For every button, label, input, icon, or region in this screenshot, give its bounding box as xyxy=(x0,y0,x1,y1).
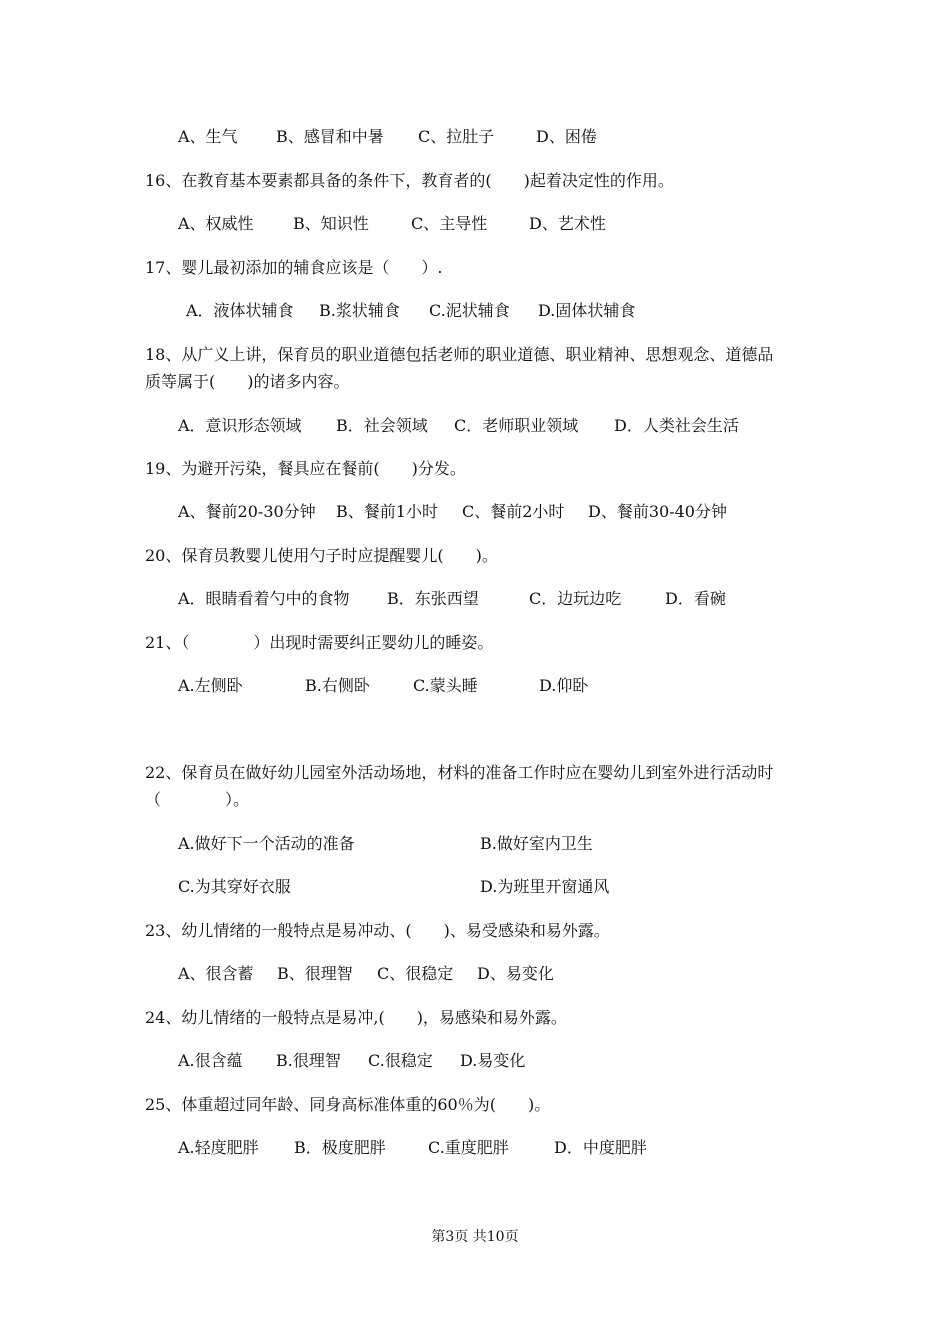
q24-option-a: A.很含蕴 xyxy=(178,1051,243,1070)
q18-option-b: B．社会领域 xyxy=(336,416,428,435)
q22-option-d: D.为班里开窗通风 xyxy=(480,877,610,896)
page-number: 第3页 共10页 xyxy=(431,1229,519,1245)
q19-option-c: C、餐前2小时 xyxy=(462,502,565,521)
q25-option-d: D．中度肥胖 xyxy=(554,1138,647,1157)
q23-option-c: C、很稳定 xyxy=(377,964,454,983)
q20-option-d: D．看碗 xyxy=(665,589,726,608)
q22-option-a: A.做好下一个活动的准备 xyxy=(178,834,355,853)
q23-option-b: B、很理智 xyxy=(277,964,353,983)
q20-option-a: A．眼睛看着勺中的食物 xyxy=(178,589,350,608)
q16-option-d: D、艺术性 xyxy=(529,214,606,233)
q22-option-c: C.为其穿好衣服 xyxy=(178,877,291,896)
q18-options xyxy=(178,416,739,436)
q24-question: 24、幼儿情绪的一般特点是易冲,( )，易感染和易外露。 xyxy=(145,1008,567,1027)
q25-option-c: C.重度肥胖 xyxy=(428,1138,509,1157)
q17-option-b: B.浆状辅食 xyxy=(319,301,400,320)
q19-options xyxy=(178,502,727,522)
q17-options xyxy=(186,301,635,321)
q20-option-b: B．东张西望 xyxy=(387,589,479,608)
q22-option-b: B.做好室内卫生 xyxy=(480,834,593,853)
q19-option-b: B、餐前1小时 xyxy=(336,502,438,521)
q25-option-b: B．极度肥胖 xyxy=(294,1138,386,1157)
q17-option-a: A．液体状辅食 xyxy=(186,301,294,320)
q25-question: 25、体重超过同年龄、同身高标准体重的60％为( )。 xyxy=(145,1095,551,1114)
q24-option-d: D.易变化 xyxy=(460,1051,526,1070)
q24-option-b: B.很理智 xyxy=(276,1051,341,1070)
q21-options xyxy=(178,676,588,696)
q21-option-c: C.蒙头睡 xyxy=(413,676,478,695)
q25-option-a: A.轻度肥胖 xyxy=(178,1138,259,1157)
q25-options xyxy=(178,1138,647,1158)
q16-option-a: A、权威性 xyxy=(178,214,254,233)
q19-option-a: A、餐前20-30分钟 xyxy=(178,502,316,521)
q15-option-c: C、拉肚子 xyxy=(418,127,495,146)
q17-option-c: C.泥状辅食 xyxy=(429,301,510,320)
q21-option-a: A.左侧卧 xyxy=(178,676,243,695)
q20-options xyxy=(178,589,726,609)
q23-question: 23、幼儿情绪的一般特点是易冲动、( )、易受感染和易外露。 xyxy=(145,921,610,940)
q17-option-d: D.固体状辅食 xyxy=(538,301,636,320)
q15-option-d: D、困倦 xyxy=(536,127,597,146)
q15-option-a: A、生气 xyxy=(178,127,238,146)
q16-option-c: C、主导性 xyxy=(411,214,488,233)
q18-question-line1: 18、从广义上讲，保育员的职业道德包括老师的职业道德、职业精神、思想观念、道德品 xyxy=(145,345,774,364)
q22-question-line2: （ ）。 xyxy=(145,790,250,809)
q20-option-c: C．边玩边吃 xyxy=(529,589,622,608)
q18-option-c: C．老师职业领域 xyxy=(454,416,579,435)
q23-option-a: A、很含蓄 xyxy=(178,964,254,983)
q18-option-a: A．意识形态领域 xyxy=(178,416,302,435)
q24-option-c: C.很稳定 xyxy=(368,1051,433,1070)
q16-options xyxy=(178,214,606,234)
q18-question-line2: 质等属于( )的诸多内容。 xyxy=(145,372,350,391)
q15-option-b: B、感冒和中暑 xyxy=(276,127,384,146)
q24-options xyxy=(178,1051,525,1071)
q19-option-d: D、餐前30-40分钟 xyxy=(588,502,727,521)
q19-question: 19、为避开污染，餐具应在餐前( )分发。 xyxy=(145,459,466,478)
q21-option-d: D.仰卧 xyxy=(539,676,589,695)
q21-option-b: B.右侧卧 xyxy=(305,676,370,695)
q22-question-line1: 22、保育员在做好幼儿园室外活动场地，材料的准备工作时应在婴幼儿到室外进行活动时 xyxy=(145,763,774,782)
q16-question: 16、在教育基本要素都具备的条件下，教育者的( )起着决定性的作用。 xyxy=(145,171,674,190)
q17-question: 17、婴儿最初添加的辅食应该是（ ）. xyxy=(145,258,443,277)
q23-options xyxy=(178,964,554,984)
q23-option-d: D、易变化 xyxy=(477,964,554,983)
q18-option-d: D．人类社会生活 xyxy=(614,416,739,435)
q20-question: 20、保育员教婴儿使用勺子时应提醒婴儿( )。 xyxy=(145,546,498,565)
q21-question: 21、（ ）出现时需要纠正婴幼儿的睡姿。 xyxy=(145,633,494,652)
q16-option-b: B、知识性 xyxy=(293,214,369,233)
q15-options xyxy=(178,127,597,147)
